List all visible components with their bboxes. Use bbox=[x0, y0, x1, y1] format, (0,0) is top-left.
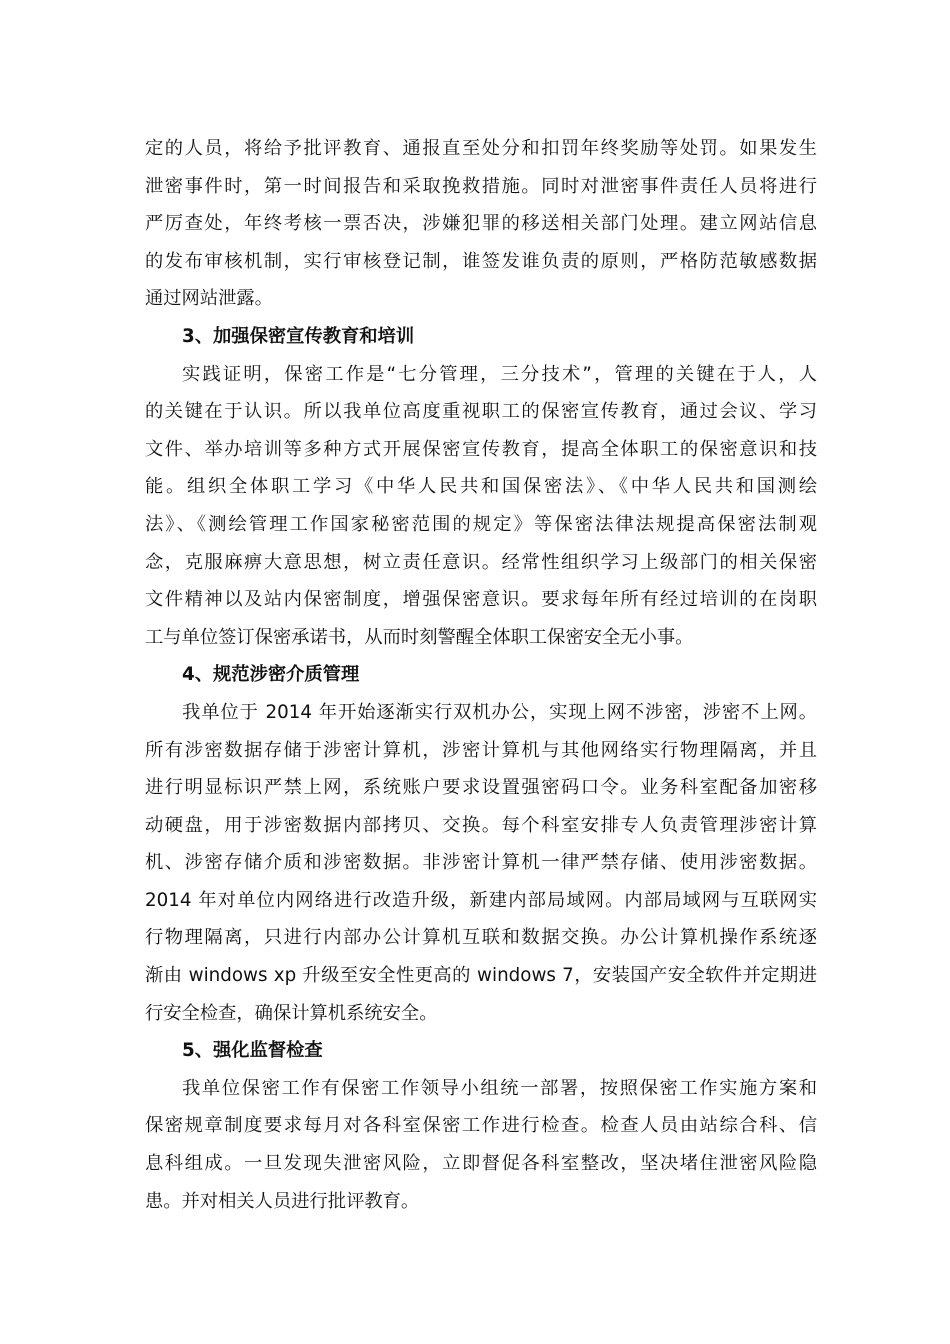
paragraph-line: 通过网站泄露。 bbox=[145, 288, 273, 310]
paragraph-line: 能。组织全体职工学习《中华人民共和国保密法》、《中华人民共和国测绘 bbox=[145, 476, 817, 498]
paragraph-line: 息科组成。一旦发现失泄密风险，立即督促各科室整改，坚决堵住泄密风险隐 bbox=[145, 1153, 817, 1175]
section-heading: 3、加强保密宣传教育和培训 bbox=[182, 325, 415, 347]
paragraph-line: 的关键在于认识。所以我单位高度重视职工的保密宣传教育，通过会议、学习 bbox=[145, 401, 817, 423]
paragraph-line: 进行明显标识严禁上网，系统账户要求设置强密码口令。业务科室配备加密移 bbox=[145, 777, 817, 799]
paragraph-line: 我单位保密工作有保密工作领导小组统一部署，按照保密工作实施方案和 bbox=[182, 1077, 817, 1099]
paragraph-line: 保密规章制度要求每月对各科室保密工作进行检查。检查人员由站综合科、信 bbox=[145, 1115, 817, 1137]
paragraph-line: 的发布审核机制，实行审核登记制，谁签发谁负责的原则，严格防范敏感数据 bbox=[145, 250, 817, 272]
paragraph-line: 文件、举办培训等多种方式开展保密宣传教育，提高全体职工的保密意识和技 bbox=[145, 438, 817, 460]
paragraph-line: 2014 年对单位内网络进行改造升级，新建内部局域网。内部局域网与互联网实 bbox=[145, 889, 817, 911]
paragraph-line: 行物理隔离，只进行内部办公计算机互联和数据交换。办公计算机操作系统逐 bbox=[145, 927, 817, 949]
paragraph-line: 泄密事件时，第一时间报告和采取挽救措施。同时对泄密事件责任人员将进行 bbox=[145, 175, 817, 197]
paragraph-line: 工与单位签订保密承诺书，从而时刻警醒全体职工保密安全无小事。 bbox=[145, 626, 694, 648]
paragraph-line: 渐由 windows xp 升级至安全性更高的 windows 7，安装国产安全软件并定期进 bbox=[145, 965, 817, 987]
paragraph-line: 念，克服麻痹大意思想，树立责任意识。经常性组织学习上级部门的相关保密 bbox=[145, 551, 817, 573]
document-body bbox=[145, 130, 817, 1220]
paragraph-line: 定的人员，将给予批评教育、通报直至处分和扣罚年终奖励等处罚。如果发生 bbox=[145, 138, 817, 159]
paragraph-line: 实践证明，保密工作是“七分管理，三分技术”，管理的关键在于人，人 bbox=[182, 363, 817, 385]
paragraph-line: 法》、《测绘管理工作国家秘密范围的规定》等保密法律法规提高保密法制观 bbox=[145, 513, 817, 535]
paragraph-line: 机、涉密存储介质和涉密数据。非涉密计算机一律严禁存储、使用涉密数据。 bbox=[145, 852, 817, 874]
section-heading: 5、强化监督检查 bbox=[182, 1040, 323, 1062]
paragraph-line: 文件精神以及站内保密制度，增强保密意识。要求每年所有经过培训的在岗职 bbox=[145, 589, 817, 611]
section-heading: 4、规范涉密介质管理 bbox=[182, 664, 360, 686]
paragraph-line: 动硬盘，用于涉密数据内部拷贝、交换。每个科室安排专人负责管理涉密计算 bbox=[145, 814, 817, 836]
paragraph-line: 所有涉密数据存储于涉密计算机，涉密计算机与其他网络实行物理隔离，并且 bbox=[145, 739, 817, 761]
paragraph-line: 严厉查处，年终考核一票否决，涉嫌犯罪的移送相关部门处理。建立网站信息 bbox=[145, 213, 817, 235]
paragraph-line: 行安全检查，确保计算机系统安全。 bbox=[145, 1002, 438, 1024]
paragraph-line: 我单位于 2014 年开始逐渐实行双机办公，实现上网不涉密，涉密不上网。 bbox=[182, 701, 817, 723]
paragraph-line: 患。并对相关人员进行批评教育。 bbox=[145, 1190, 420, 1212]
